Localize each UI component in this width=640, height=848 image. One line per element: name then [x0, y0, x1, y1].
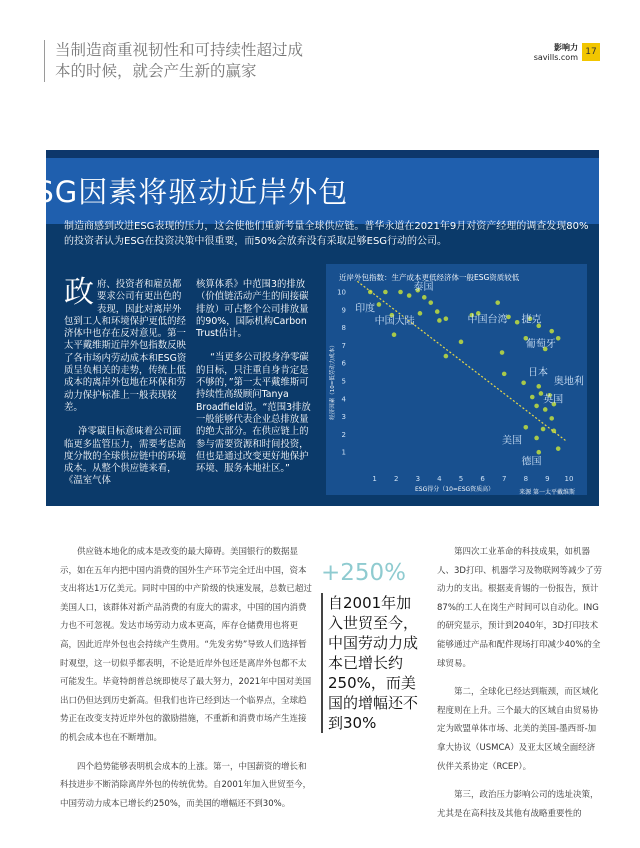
- x-tick-label: 10: [564, 475, 574, 483]
- data-point: [536, 384, 541, 389]
- chart-title: 近岸外包指数：生产成本更低经济体一般ESG资质较低: [339, 273, 520, 282]
- y-tick-label: 2: [341, 430, 346, 439]
- y-tick-label: 1: [341, 448, 346, 457]
- trend-line: [357, 281, 567, 441]
- body-left-paragraph2: 四个趋势能够表明机会成本的上涨。第一，中国薪资的增长和科技进步不断消除离岸外包的传统优势。自2001年加入世贸至今，中国劳动力成本已增长约250%，而美国的增幅还不到30%。: [60, 761, 312, 809]
- body-right-paragraph2: 第二，全球化已经达到瓶颈，而区域化程度则在上升。三个最大的区域自由贸易协定为欧盟单体市场、北美的美国-墨西哥-加拿大协议（USMCA）及亚太区域全面经济伙伴关系协定（RCEP）。: [437, 687, 599, 772]
- column2-paragraph2: “当更多公司投身净零碳的目标，只注重自身肯定是不够的，”第一太平戴维斯可持续性高级顾问Tanya Broadfield说。“范围3排放一般能够代表企业总排放量的绝大部分。在供应链上的参与需要资源和时间投资，但也是通过改变更好地保护环境、服务本地社区。”: [196, 352, 311, 475]
- data-point: [534, 404, 539, 409]
- data-point: [495, 300, 500, 305]
- point-label: 英国: [543, 394, 564, 406]
- drop-cap: 政: [64, 275, 94, 310]
- x-tick-label: 6: [480, 475, 485, 483]
- pull-quote: [321, 559, 426, 733]
- column1-paragraph1: 府、投资者和雇员都要求公司有更出色的表现，因此对离岸外包到工人和环境保护更低的经济体中也存在反对意见。第一太平戴维斯近岸外包指数反映了各市场内劳动成本和ESG资质呈负相关的走势，传统上低成本的离岸外包地在环保和劳动力保护标准上一般表现较差。: [64, 279, 187, 413]
- data-point: [398, 290, 403, 295]
- point-label: 中国台湾: [467, 314, 508, 326]
- data-point: [422, 295, 427, 300]
- feature-column-1: [64, 275, 189, 488]
- data-point: [418, 311, 423, 316]
- y-tick-label: 6: [341, 359, 346, 368]
- body-right-paragraph1: 第四次工业革命的科技成果，如机器人、3D打印、机器学习及物联网等减少了劳动力的支出。根据麦肯锡的一份报告，预计87%的工人在岗生产时间可以自动化。ING的研究显示，预计到2040年，3D打印技术能够通过产品和配件现场打印减少40%的全球贸易。: [437, 547, 602, 669]
- y-tick-label: 8: [341, 324, 346, 333]
- data-point: [459, 340, 464, 345]
- data-point: [428, 300, 433, 305]
- x-tick-label: 5: [458, 475, 464, 483]
- data-point: [383, 290, 388, 295]
- column1-paragraph2: 净零碳目标意味着公司面临更多监管压力，需要考虑高度分散的全球供应链中的环境成本。从整个供应链来看，《温室气体: [64, 426, 186, 487]
- pull-quote-figure: +250%: [321, 560, 407, 586]
- brand-url[interactable]: savills.com: [533, 53, 578, 62]
- brand-title: 影响力: [554, 43, 578, 52]
- data-point: [549, 416, 554, 421]
- x-tick-label: 3: [415, 475, 421, 483]
- y-tick-label: 9: [341, 306, 346, 315]
- brand-block: [534, 43, 578, 63]
- data-point: [515, 320, 520, 325]
- feature-column-2: [196, 279, 312, 475]
- data-point: [556, 446, 561, 451]
- data-point: [377, 302, 382, 307]
- x-tick-label: 1: [372, 475, 377, 483]
- data-point: [530, 395, 535, 400]
- data-point: [549, 329, 554, 334]
- data-point: [437, 318, 442, 323]
- point-label: 日本: [527, 367, 548, 379]
- point-label: 印度: [355, 303, 376, 315]
- y-tick-label: 5: [341, 377, 346, 386]
- scatter-chart: [326, 264, 587, 495]
- point-label: 捷克: [521, 314, 542, 326]
- x-tick-label: 4: [437, 475, 442, 483]
- data-point: [543, 407, 548, 412]
- body-column-right: [437, 543, 602, 823]
- pull-quote-text: 自2001年加入世贸至今，中国劳动力成本已增长约250%，而美国的增幅还不到30%: [321, 593, 426, 733]
- data-point: [392, 332, 397, 337]
- data-point: [556, 336, 561, 341]
- point-label: 奥地利: [553, 376, 584, 388]
- column2-paragraph1: 核算体系》中范围3的排放（价值链活动产生的间接碳排放）可占整个公司排放量的90%，国际机构Carbon Trust估计。: [196, 279, 309, 340]
- point-label: 美国: [502, 435, 523, 447]
- point-label: 中国大陆: [374, 316, 415, 328]
- feature-intro: 制造商感到改进ESG表现的压力，这会使他们重新考量全球供应链。普华永道在2021年9月对资产经理的调查发现80%的投资者认为ESG在投资决策中很重要，而50%会放弃没有采取足够ESG行动的公司。: [64, 221, 589, 247]
- data-point: [500, 350, 505, 355]
- y-tick-label: 10: [337, 288, 346, 297]
- data-point: [541, 427, 546, 432]
- feature-title: ESG因素将驱动近岸外包: [16, 175, 349, 209]
- data-point: [444, 316, 449, 321]
- data-point: [435, 309, 440, 314]
- data-point: [534, 436, 539, 441]
- x-tick-label: 2: [393, 475, 399, 483]
- data-point: [407, 293, 412, 298]
- x-axis-label: ESG得分（10=ESG资质高）: [415, 486, 495, 493]
- x-tick-label: 7: [501, 475, 507, 483]
- body-left-paragraph1: 供应链本地化的成本是改变的最大障碍。美国银行的数据显示，如在五年内把中国内消费的国外生产环节完全迁出中国，资本支出将达1万亿美元。同时中国的中产阶级的快速发展，总数已超过美国人口，该群体对新产品消费的有庞大的需求，中国的国内消费力也不可忽视。发达市场劳动力成本更高，库存仓储费用也将更高，因此近岸外包也会持续产生费用。“先发劣势”导致人们选择暂时观望，这一切似乎都表明，不论是近岸外包还是离岸外包都不太可能发生。毕竟特朗普总统即使尽了最大努力，2021年中国对美国出口仍但达到历史新高。但我们也许已经到达一个临界点，全球趋势正在改变支持近岸外包的激励措施，不重新和消费市场产生连接的机会成本也在不断增加。: [60, 547, 312, 743]
- header-quote: 当制造商重视韧性和可持续性超过成本的时候，就会产生新的赢家: [44, 40, 304, 82]
- y-axis-label: 经济因素（10=低劳动力成本）: [330, 342, 336, 420]
- y-tick-label: 4: [341, 395, 346, 404]
- data-point: [524, 425, 529, 430]
- chart-source: 来源 第一太平戴维斯: [519, 489, 575, 496]
- x-tick-label: 8: [523, 475, 529, 483]
- data-point: [444, 354, 449, 359]
- page-number: 17: [582, 43, 600, 61]
- point-label: 泰国: [413, 282, 434, 294]
- data-point: [521, 380, 526, 385]
- y-tick-label: 3: [341, 413, 346, 422]
- data-point: [536, 450, 541, 455]
- x-tick-label: 9: [545, 475, 550, 483]
- y-tick-label: 7: [341, 341, 346, 350]
- data-point: [502, 372, 507, 377]
- data-point: [368, 290, 373, 295]
- point-label: 德国: [521, 456, 542, 468]
- point-label: 葡萄牙: [525, 339, 556, 351]
- scatter-chart-svg: [326, 264, 587, 495]
- body-right-paragraph3: 第三，政治压力影响公司的选址决策，尤其是在高科技及其他有战略重要性的: [437, 790, 599, 819]
- body-column-left: [60, 543, 312, 813]
